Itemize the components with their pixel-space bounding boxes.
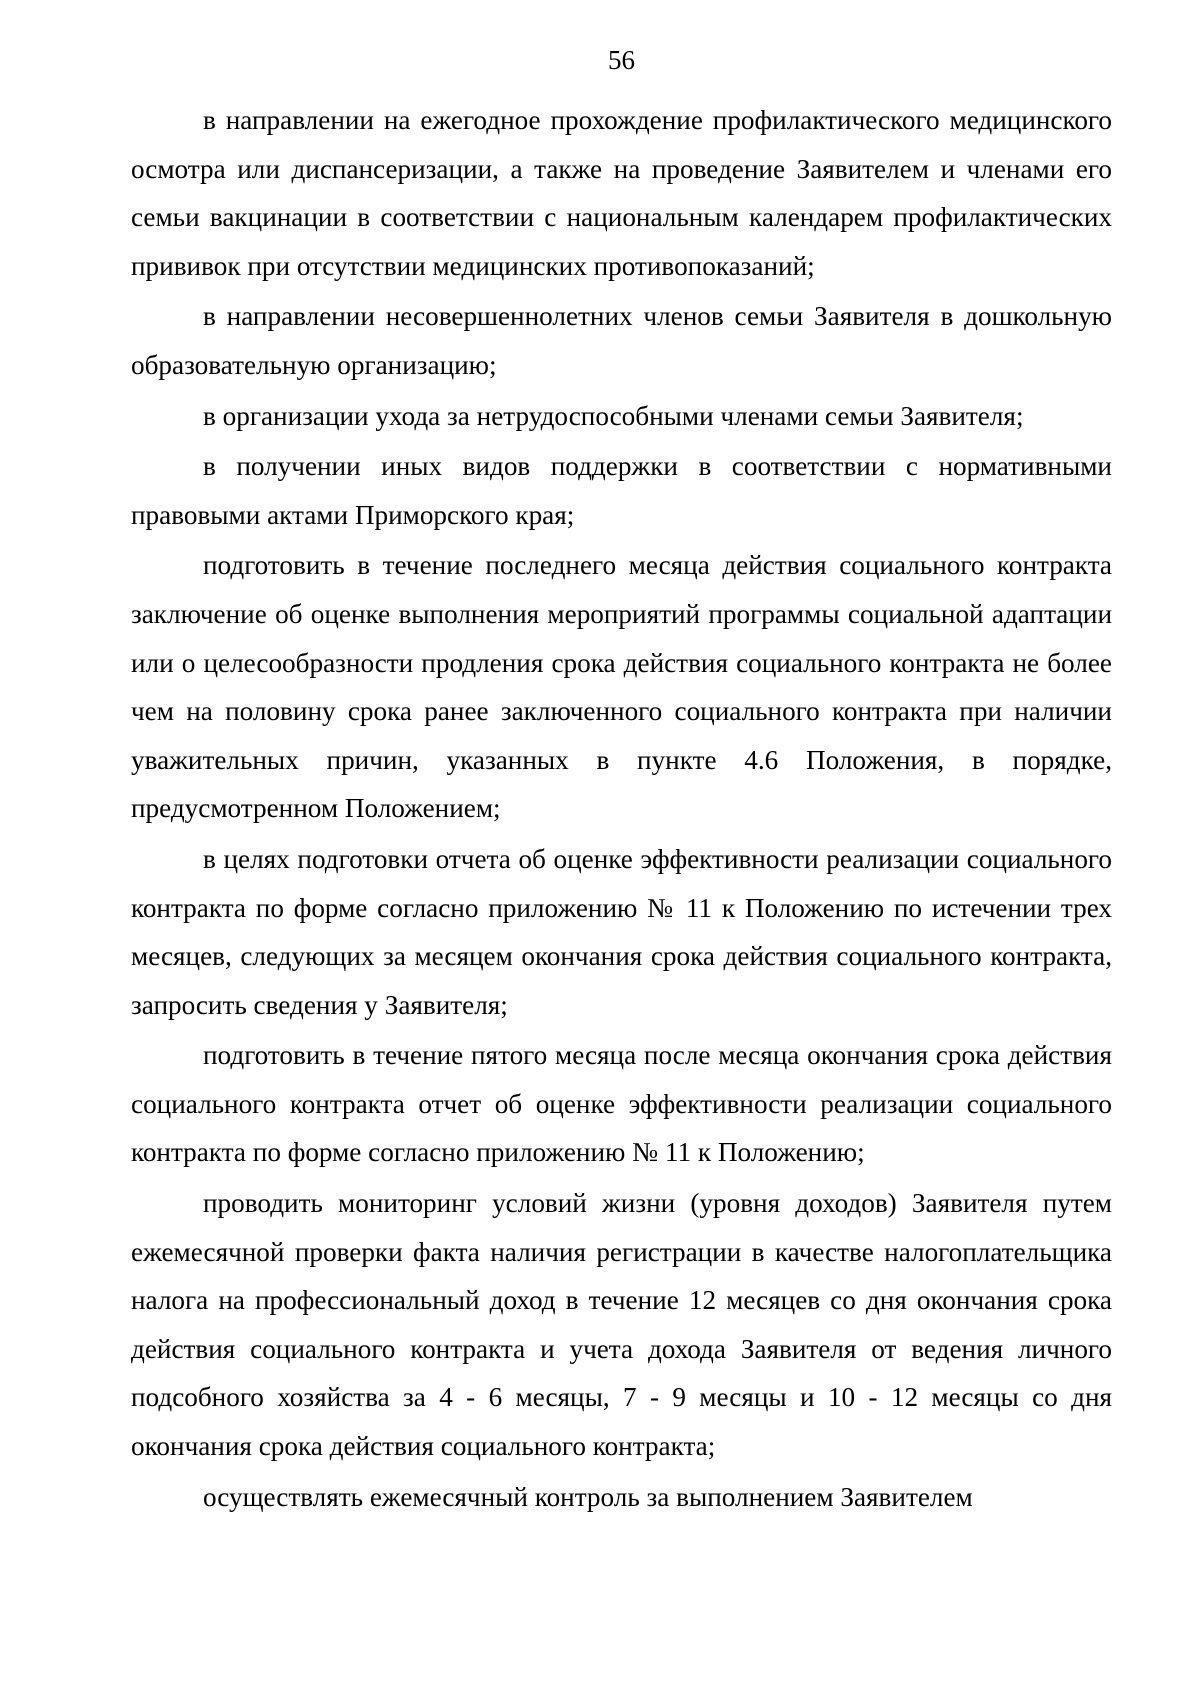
document-body (131, 96, 1112, 1523)
paragraph-medical-exam: в направлении на ежегодное прохождение профилактического медицинского осмотра или диспансеризации, а также на проведение Заявителем и членами его семьи вакцинации в соответствии с национальным календарем профилактических прививок при отсутствии медицинских противопоказаний; (131, 105, 1112, 281)
paragraph-other-support: в получении иных видов поддержки в соответствии с нормативными правовыми актами Приморского края; (131, 451, 1112, 530)
paragraph-monitoring: проводить мониторинг условий жизни (уровня доходов) Заявителя путем ежемесячной проверки факта наличия регистрации в качестве налогоплательщика налога на профессиональный доход в течение 12 месяцев со дня окончания срока действия социального контракта и учета дохода Заявителя от ведения личного подсобного хозяйства за 4 - 6 месяцы, 7 - 9 месяцы и 10 - 12 месяцы со дня окончания срока действия социального контракта; (131, 1188, 1112, 1462)
paragraph-care: в организации ухода за нетрудоспособными членами семьи Заявителя; (203, 400, 1024, 431)
paragraph-report-prep: в целях подготовки отчета об оценке эффективности реализации социального контракта по форме согласно приложению № 11 к Положению по истечении трех месяцев, следующих за месяцем окончания срока действия социального контракта, запросить сведения у Заявителя; (131, 843, 1112, 1020)
paragraph-conclusion: подготовить в течение последнего месяца действия социального контракта заключение об оценке выполнения мероприятий программы социальной адаптации или о целесообразности продления срока действия социального контракта не более чем на половину срока ранее заключенного социального контракта при наличии уважительных причин, указанных в пункте 4.6 Положения, в порядке, предусмотренном Положением; (131, 550, 1112, 824)
paragraph-control: осуществлять ежемесячный контроль за выполнением Заявителем (203, 1481, 973, 1512)
document-page (131, 0, 1112, 1701)
paragraph-preschool: в направлении несовершеннолетних членов семьи Заявителя в дошкольную образовательную организацию; (131, 301, 1112, 380)
paragraph-report-fifth-month: подготовить в течение пятого месяца после месяца окончания срока действия социального контракта отчет об оценке эффективности реализации социального контракта по форме согласно приложению № 11 к Положению; (131, 1040, 1112, 1168)
page-number: 56 (608, 45, 635, 75)
